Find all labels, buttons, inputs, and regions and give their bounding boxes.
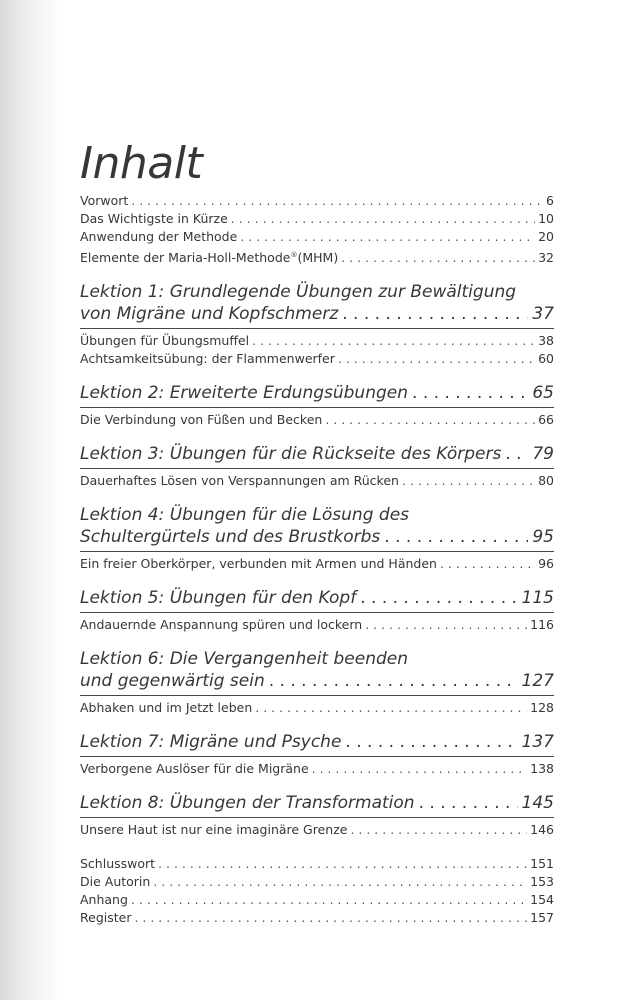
divider: [80, 817, 554, 818]
lesson-title-line1: Lektion 4: Übungen für die Lösung des: [80, 505, 410, 526]
toc-entry-label: Die Autorin: [80, 874, 151, 890]
leader-dots: [345, 731, 517, 753]
toc-entry-label: Das Wichtigste in Kürze: [80, 211, 228, 226]
toc-entry-page: 66: [538, 412, 554, 428]
toc-entry-page: 6: [546, 193, 554, 208]
page-title: Inhalt: [80, 138, 203, 189]
toc-entry-label: Elemente der Maria-Holl-Methode®(MHM): [80, 250, 339, 266]
lesson-2: [80, 382, 554, 429]
toc-entry-label: Register: [80, 910, 132, 926]
lesson-title: Lektion 7: Migräne und Psyche: [80, 732, 342, 753]
lesson-heading[interactable]: [80, 587, 554, 609]
lesson-page: 127: [521, 671, 554, 692]
divider: [80, 695, 554, 696]
lesson-7: [80, 731, 554, 778]
toc-entry-label: Unsere Haut ist nur eine imaginäre Grenze: [80, 822, 348, 838]
leader-dots: [365, 616, 527, 634]
toc-entry-page: 153: [530, 874, 554, 890]
toc-entry-page: 116: [530, 617, 554, 633]
toc-entry-page: 10: [538, 211, 554, 226]
toc-entry-label: Achtsamkeitsübung: der Flammenwerfer: [80, 351, 335, 367]
lesson-page: 37: [532, 304, 554, 325]
toc-entry-page: 151: [530, 856, 554, 872]
lesson-page: 137: [521, 732, 554, 753]
lesson-page: 115: [521, 588, 554, 609]
leader-dots: [402, 472, 535, 490]
lesson-4: [80, 504, 554, 573]
toc-entry-label: Verborgene Auslöser für die Migräne: [80, 761, 309, 777]
toc-entry[interactable]: [80, 821, 554, 839]
table-of-contents: [80, 138, 554, 927]
divider: [80, 468, 554, 469]
leader-dots: [419, 792, 518, 814]
toc-entry-label: Dauerhaftes Lösen von Verspannungen am Rücken: [80, 473, 399, 489]
leader-dots: [134, 909, 527, 927]
leader-dots: [269, 670, 518, 692]
lesson-title: Lektion 8: Übungen der Transformation: [80, 793, 415, 814]
leader-dots: [338, 350, 535, 368]
toc-entry-label: Ein freier Oberkörper, verbunden mit Armen und Händen: [80, 556, 437, 572]
lesson-heading[interactable]: [80, 504, 554, 548]
lesson-heading[interactable]: [80, 792, 554, 814]
lesson-8: [80, 792, 554, 839]
leader-dots: [505, 443, 528, 465]
leader-dots: [312, 760, 527, 778]
leader-dots: [360, 587, 517, 609]
toc-entry-schlusswort[interactable]: [80, 855, 554, 873]
toc-entry[interactable]: [80, 332, 554, 350]
leader-dots: [252, 332, 535, 350]
lesson-title-line2: Schultergürtels und des Brustkorbs: [80, 527, 381, 548]
leader-dots: [342, 303, 528, 325]
divider: [80, 551, 554, 552]
toc-entry-wichtigste[interactable]: [80, 210, 554, 228]
toc-entry-label: Übungen für Übungsmuffel: [80, 333, 250, 349]
leader-dots: [384, 526, 528, 548]
toc-entry-label: Anwendung der Methode: [80, 229, 238, 244]
toc-entry-label: Andauernde Anspannung spüren und lockern: [80, 617, 363, 633]
toc-entry-label: Die Verbindung von Füßen und Becken: [80, 412, 323, 428]
toc-entry[interactable]: [80, 555, 554, 573]
leader-dots: [240, 228, 535, 246]
lesson-page: 79: [532, 444, 554, 465]
lesson-page: 145: [521, 793, 554, 814]
toc-entry-elemente[interactable]: [80, 246, 554, 267]
toc-entry[interactable]: [80, 760, 554, 778]
lesson-title: Lektion 3: Übungen für die Rückseite des Körpers: [80, 444, 502, 465]
toc-entry-page: 20: [538, 229, 554, 244]
lesson-title: Lektion 5: Übungen für den Kopf: [80, 588, 357, 609]
leader-dots: [350, 821, 527, 839]
lesson-6: [80, 648, 554, 717]
lesson-title-line1: Lektion 6: Die Vergangenheit beenden: [80, 649, 408, 670]
toc-entry-page: 38: [538, 333, 554, 349]
toc-entry[interactable]: [80, 699, 554, 717]
lesson-title-line2: und gegenwärtig sein: [80, 671, 265, 692]
toc-entry-anhang[interactable]: [80, 891, 554, 909]
lesson-heading[interactable]: [80, 281, 554, 325]
toc-entry-autorin[interactable]: [80, 873, 554, 891]
leader-dots: [440, 555, 535, 573]
toc-entry-label: Schlusswort: [80, 856, 156, 872]
leader-dots: [325, 411, 535, 429]
closing-section: [80, 855, 554, 927]
toc-entry[interactable]: [80, 411, 554, 429]
toc-entry-page: 154: [530, 892, 554, 908]
lesson-3: [80, 443, 554, 490]
lesson-heading[interactable]: [80, 382, 554, 404]
toc-entry-vorwort[interactable]: [80, 192, 554, 210]
lesson-title-line1: Lektion 1: Grundlegende Übungen zur Bewältigung: [80, 282, 517, 303]
toc-entry-register[interactable]: [80, 909, 554, 927]
toc-entry-label: Vorwort: [80, 193, 129, 208]
toc-entry-page: 138: [530, 761, 554, 777]
leader-dots: [131, 891, 527, 909]
toc-entry[interactable]: [80, 472, 554, 490]
toc-entry-label: Abhaken und im Jetzt leben: [80, 700, 253, 716]
lesson-heading[interactable]: [80, 443, 554, 465]
leader-dots: [412, 382, 528, 404]
divider: [80, 328, 554, 329]
divider: [80, 407, 554, 408]
toc-entry-page: 80: [538, 473, 554, 489]
toc-entry-page: 157: [530, 910, 554, 926]
lesson-5: [80, 587, 554, 634]
lesson-title: Lektion 2: Erweiterte Erdungsübungen: [80, 383, 409, 404]
leader-dots: [153, 873, 527, 891]
leader-dots: [131, 192, 543, 210]
lesson-1: [80, 281, 554, 368]
lesson-heading[interactable]: [80, 731, 554, 753]
lesson-title-line2: von Migräne und Kopfschmerz: [80, 304, 339, 325]
toc-entry[interactable]: [80, 616, 554, 634]
leader-dots: [231, 210, 535, 228]
toc-entry-anwendung[interactable]: [80, 228, 554, 246]
leader-dots: [341, 249, 535, 267]
leader-dots: [158, 855, 527, 873]
toc-entry-page: 32: [538, 250, 554, 266]
toc-entry-page: 128: [530, 700, 554, 716]
lesson-heading[interactable]: [80, 648, 554, 692]
lesson-page: 95: [532, 527, 554, 548]
page-gutter-shadow: [0, 0, 60, 1000]
lesson-page: 65: [532, 383, 554, 404]
leader-dots: [255, 699, 527, 717]
toc-entry-label: Anhang: [80, 892, 128, 908]
intro-section: [80, 192, 554, 267]
divider: [80, 612, 554, 613]
toc-entry[interactable]: [80, 350, 554, 368]
divider: [80, 756, 554, 757]
toc-entry-page: 96: [538, 556, 554, 572]
toc-entry-page: 60: [538, 351, 554, 367]
toc-entry-page: 146: [530, 822, 554, 838]
